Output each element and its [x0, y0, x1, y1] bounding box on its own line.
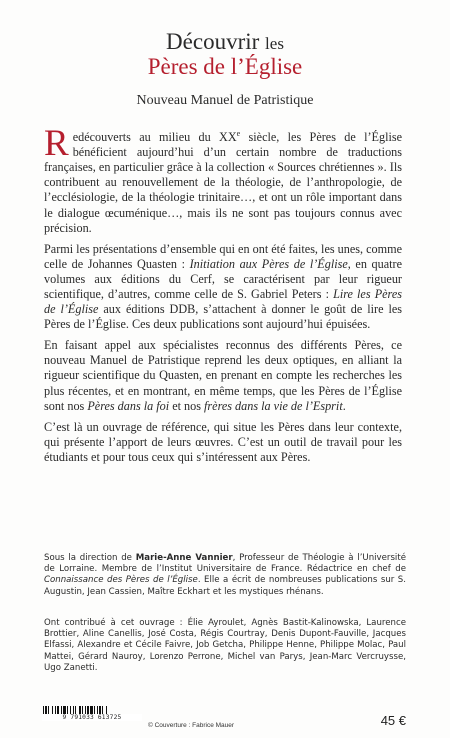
p2-text-c: aux éditions DDB, s’attachent à donner le goût de lire les Pères de l’Église. Ces deux publications sont aujourd’hui épuisées.: [44, 302, 402, 332]
p1-text-a: edécouverts au milieu du XX: [72, 130, 237, 145]
blurb-paragraph-1: [44, 123, 403, 236]
p3-text-c: .: [342, 398, 346, 413]
book-subtitle: Nouveau Manuel de Patristique: [136, 93, 314, 108]
cover-credit: © Couverture : Fabrice Mauer: [148, 722, 235, 729]
blurb-paragraph-2: [44, 242, 402, 333]
price: 45 €: [380, 713, 406, 728]
p3-italic-2: frères dans la vie de l’Esprit: [204, 398, 343, 413]
director-intro: Sous la direction de: [44, 553, 136, 563]
p2-title-quasten: Initiation aux Pères de l’Église: [189, 256, 348, 271]
p1-superscript: e: [236, 129, 241, 138]
p2-text-a: Parmi les présentations d’ensemble qui en ont été faites, les unes, comme celle de Johannes Quasten :: [44, 241, 402, 271]
p2-text-b: , en quatre volumes aux éditions du Cerf, se caractérisent par leur rigueur scientifique, d’autres, comme celle de S. Gabriel Peters :: [44, 256, 402, 301]
isbn-number: 9 791033 613725: [42, 714, 142, 721]
book-title: [0, 30, 450, 79]
director-rest-b: . Elle a écrit de nombreuses publications sur S. Augustin, Jean Cassien, Maître Eckhart et les mystiques rhénans.: [44, 575, 406, 597]
p2-title-peters: Lire les Pères de l’Église: [44, 287, 402, 317]
blurb: [44, 123, 403, 471]
p3-text-a: En faisant appel aux spécialistes reconnus des différents Pères, ce nouveau Manuel de Patristique reprend les deux optiques, en alliant la rigueur scientifique du Quasten, en prenant en compte les recherches les plus récentes, et en montrant, en même temps, que les Pères de l’Église sont nos: [44, 338, 402, 413]
title-word-les: les: [265, 34, 284, 53]
drop-cap: R: [44, 123, 69, 164]
title-word-decouvrir: Découvrir: [166, 29, 260, 54]
blurb-paragraph-4: C’est là un ouvrage de référence, qui situe les Pères dans leur contexte, qui présente l’apport de leurs œuvres. C’est un outil de travail pour les étudiants et pour tous ceux qui s’intéressent aux Pères.: [44, 419, 402, 464]
blurb-paragraph-3: [44, 338, 402, 413]
director-journal: Connaissance des Pères de l’Église: [44, 575, 198, 586]
p3-text-b: et nos: [169, 398, 205, 413]
title-line-1: [0, 30, 450, 54]
p1-text-b: siècle, les Pères de l’Église bénéficient aujourd’hui d’un certain nombre de traductions françaises, en particulier grâce à la collection « Sources chrétiennes ». Ils contribuent au renouvellement de la théologie, de l’anthropologie, de l’ecclésiologie, de la théologie trinitaire…, et ont un rôle important dans le dialogue œcuménique…, mais ils ne sont pas toujours connus avec précision.: [44, 130, 403, 235]
director-note: [44, 553, 406, 598]
director-rest-a: , Professeur de Théologie à l’Université de Lorraine. Membre de l’Institut Universitaire de France. Rédactrice en chef de: [44, 553, 406, 575]
contributors-note: Ont contribué à cet ouvrage : Élie Ayroulet, Agnès Bastit-Kalinowska, Laurence Brottier, Aline Canellis, José Costa, Régis Courtray, Denis Dupont-Fauville, Jacques Elfassi, Alexandre et Cécile Faivre, Job Getcha, Philippe Henne, Philippe Molac, Paul Mattei, Gérard Nauroy, Lorenzo Perrone, Michel van Parys, Jean-Marc Vercruysse, Ugo Zanetti.: [44, 618, 406, 673]
director-name: Marie-Anne Vannier: [135, 553, 233, 563]
title-line-2: Pères de l’Église: [147, 54, 303, 80]
p3-italic-1: Pères dans la foi: [87, 398, 170, 413]
